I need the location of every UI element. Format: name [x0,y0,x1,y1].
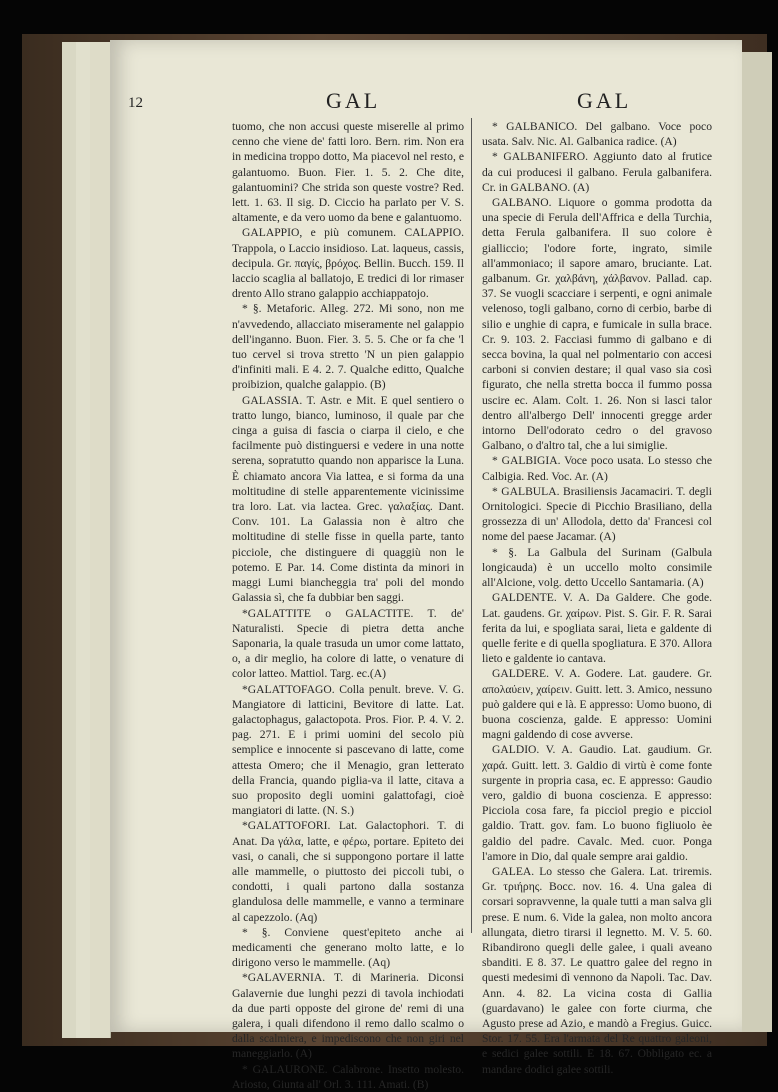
right-column [482,119,712,1077]
page-number: 12 [128,95,143,111]
entry: *GALATTOFORI. Lat. Galactophori. T. di Anat. Da γάλα, latte, e φέρω, portare. Epiteto dei vasi, o canali, che si suppongono portare il latte alle mammelle, o piuttosto dei piccoli tubi, o condotti, i quali partono dalla sostanza glandulosa delle mammelle, e vanno a terminare al capezzolo. (Aq) [232,819,464,924]
entry: * GALBIGIA. Voce poco usata. Lo stesso che Calbigia. Red. Voc. Ar. (A) [482,454,712,483]
column-divider [471,118,472,933]
entry: GALBANO. Liquore o gomma prodotta da una specie di Ferula dell'Affrica e della Turchia, detta Ferula galbanifera. Il suo colore è gialliccio; l'odore forte, ingrato, simile all'ammoniaco; il sapore amaro, bruciante. Lat. galbanum. Gr. χαλβάνη, χάλβανον. Pallad. cap. 37. Se vuogli scacciare i serpenti, e ogni animale velenoso, togli galbano, corno di cerbio, barbe di silio e unghie di capra, e fumicale in sulla brace. Cr. 9. 103. 2. Facciasi fummo di galbano e di secca bovina, la qual nel polmentario con accesi carboni si convien destare; il qual vaso sia così figurato, che nella stretta bocca il fummo possa uscire ec. Alam. Colt. 1. 26. Non si lasci talor dentro all'albergo Dell' innocenti gregge arder intorno Dell'odorato cedro o del gravoso Galbano, o d'altro tal, che a lui simiglie. [482,196,712,453]
guide-word-left: GAL [326,88,381,113]
entry: GALAPPIO, e più comunem. CALAPPIO. Trappola, o Laccio insidioso. Lat. laqueus, cassis, decipula. Gr. παγίς, βρόχος. Bellin. Bucch. 159. Il laccio scaglia al ballatojo, E tredici di lor rimaser drento Allo strano galappio acchiappatojo. [232,226,464,301]
entry: GALEA. Lo stesso che Galera. Lat. triremis. Gr. τριήρης. Bocc. nov. 16. 4. Una galea di corsari sopravvenne, la quale tutti a man salva gli prese. E num. 6. Vide la galea, non molto ancora allungata, dietro tirarsi il legnetto. M. V. 5. 60. Ribandirono quegli delle galee, i quali aveano sbanditi. E 8. 37. Le quattro galee del regno in questi medesimi dì vennono da Napoli. Tac. Dav. Ann. 4. 82. La vicina costa di Gallia (guardavano) le galee con forte ciurma, che Agusto prese ad Azio, e mandò a Fregius. Guicc. Stor. 17. 55. Era l'armata del Re quattro galeoni, e sedici galee sottili. E 18. 67. Obbligato ec. a mandare dodici galee sottili. [482,864,712,1076]
entry: *GALATTITE o GALACTITE. T. de' Naturalisti. Specie di pietra detta anche Saponaria, la quale trasuda un umor come lattato, o, a dir meglio, ha colore di latte, o venature di color latteo. Mattiol. Targ. ec.(A) [232,606,464,681]
entry: * GALAURONE. Calabrone. Insetto molesto. Ariosto, Giunta all' Orl. 3. 111. Amati. (B) [232,1062,464,1091]
left-column [232,119,464,1092]
entry: GALDERE. V. A. Godere. Lat. gaudere. Gr. απολαύειν, χαίρειν. Guitt. lett. 3. Amico, nessuno può galdere qui e là. E appresso: Uomo buono, di buona coscienza, galde. E appresso: Uomini magni galdendo di cose avverse. [482,667,712,742]
entry: tuomo, che non accusi queste miserelle al primo cenno che viene de' fatti loro. Bern. rim. Non era in medicina troppo dotto, Ma piacevol nel resto, e galantuomo. Buon. Fier. 1. 5. 2. Che dite, galantuomini? Che strida son queste vostre? Red. lett. 1. 63. Il sig. D. Ciccio ha parlato per V. S. altamente, e da vero uomo da bene e galantuomo. [232,120,464,225]
entry: GALASSIA. T. Astr. e Mit. E quel sentiero o tratto lungo, bianco, luminoso, il quale par che cinga a guisa di fascia o ciarpa il cielo, e che facilmente può distinguersi e vedere in una notte serena, sopratutto quando non apparisce la Luna. È chiamato ancora Via lattea, e si forma da una moltitudine di stelle apparentemente vicinissime tra loro. Lat. via lactea. Grec. γαλαξίας. Dant. Conv. 101. La Galassia non è altro che moltitudine di stelle fisse in quella parte, tanto picciole, che distinguere di quaggiù non le potemo. E Par. 14. Come distinta da minori in maggi Lumi biancheggia tra' poli del mondo Galassia sì, che fa dubbiar ben saggi. [232,393,464,605]
entry: * GALBANICO. Del galbano. Voce poco usata. Salv. Nic. Al. Galbanica radice. (A) [482,120,712,149]
entry: * GALBULA. Brasiliensis Jacamaciri. T. degli Ornitologici. Specie di Picchio Brasiliano, della grossezza di un' Allodola, detto da' Francesi col nome del paese Jacamar. (A) [482,484,712,544]
entry: * GALBANIFERO. Aggiunto dato al frutice da cui producesi il galbano. Ferula galbanifera. Cr. in GALBANO. (A) [482,150,712,194]
entry: GALDIO. V. A. Gaudio. Lat. gaudium. Gr. χαρά. Guitt. lett. 3. Galdio di virtù è come fonte surgente in propria casa, ec. E appresso: Gaudio vero, galdio di buona coscienza. E appresso: Picciola cosa fare, fa picciol pregio e picciol galdio. Tratt. gov. fam. Lo buono figliuolo èe galdio del padre. Cavalc. Med. cuor. Ponga l'amore in Dio, dal quale sempre arai galdio. [482,743,712,863]
entry: *GALAVERNIA. T. di Marineria. Diconsi Galavernie due lunghi pezzi di tavola inchiodati da due parti opposte del girone de' remi di una galera, i quali difendono il remo dallo scalmo o dalla scalmiera, e impediscono che non giri nel maneggiarlo. (A) [232,971,464,1061]
page-edge [90,42,111,1038]
entry: *GALATTOFAGO. Colla penult. breve. V. G. Mangiatore di latticini, Bevitore di latte. Lat. galactophagus, galactopota. Pros. Fior. P. 4. V. 2. pag. 271. E i primi uomini del secolo più semplice e innocente si pascevano di latte, come attesta Omero; che il Menagio, gran letterato della Francia, quando piglia-va il latte, citava a suo proposito degli uomini galattofagi, cioè mangiatori di latte. (N. S.) [232,682,464,818]
facing-page-edge [742,52,772,1032]
guide-word-right: GAL [577,88,632,113]
entry: * §. La Galbula del Surinam (Galbula longicauda) è un uccello molto consimile all'Alcione, volg. detto Uccello Santamaria. (A) [482,545,712,590]
entry: GALDENTE. V. A. Da Galdere. Che gode. Lat. gaudens. Gr. χαίρων. Pist. S. Gir. F. R. Sarai ferita da lui, e spogliata sarai, lieta e galdente di quelle ferite e di quella spogliatura. E 370. Allora lieto e galdente io cantava. [482,591,712,666]
entry: * §. Metaforic. Alleg. 272. Mi sono, non me n'avvedendo, allacciato miseramente nel galappio dell'inganno. Buon. Fier. 3. 5. 5. Che or fa che 'l tuo cervel si trova stretto 'N un pien galappio d'infiniti mali. E 4. 2. 7. Qualche editto, Qualche proibizion, qualche galappio. (B) [232,302,464,392]
entry: * §. Conviene quest'epiteto anche ai medicamenti che generano molto latte, e lo dirigono verso le mammelle. (Aq) [232,925,464,970]
